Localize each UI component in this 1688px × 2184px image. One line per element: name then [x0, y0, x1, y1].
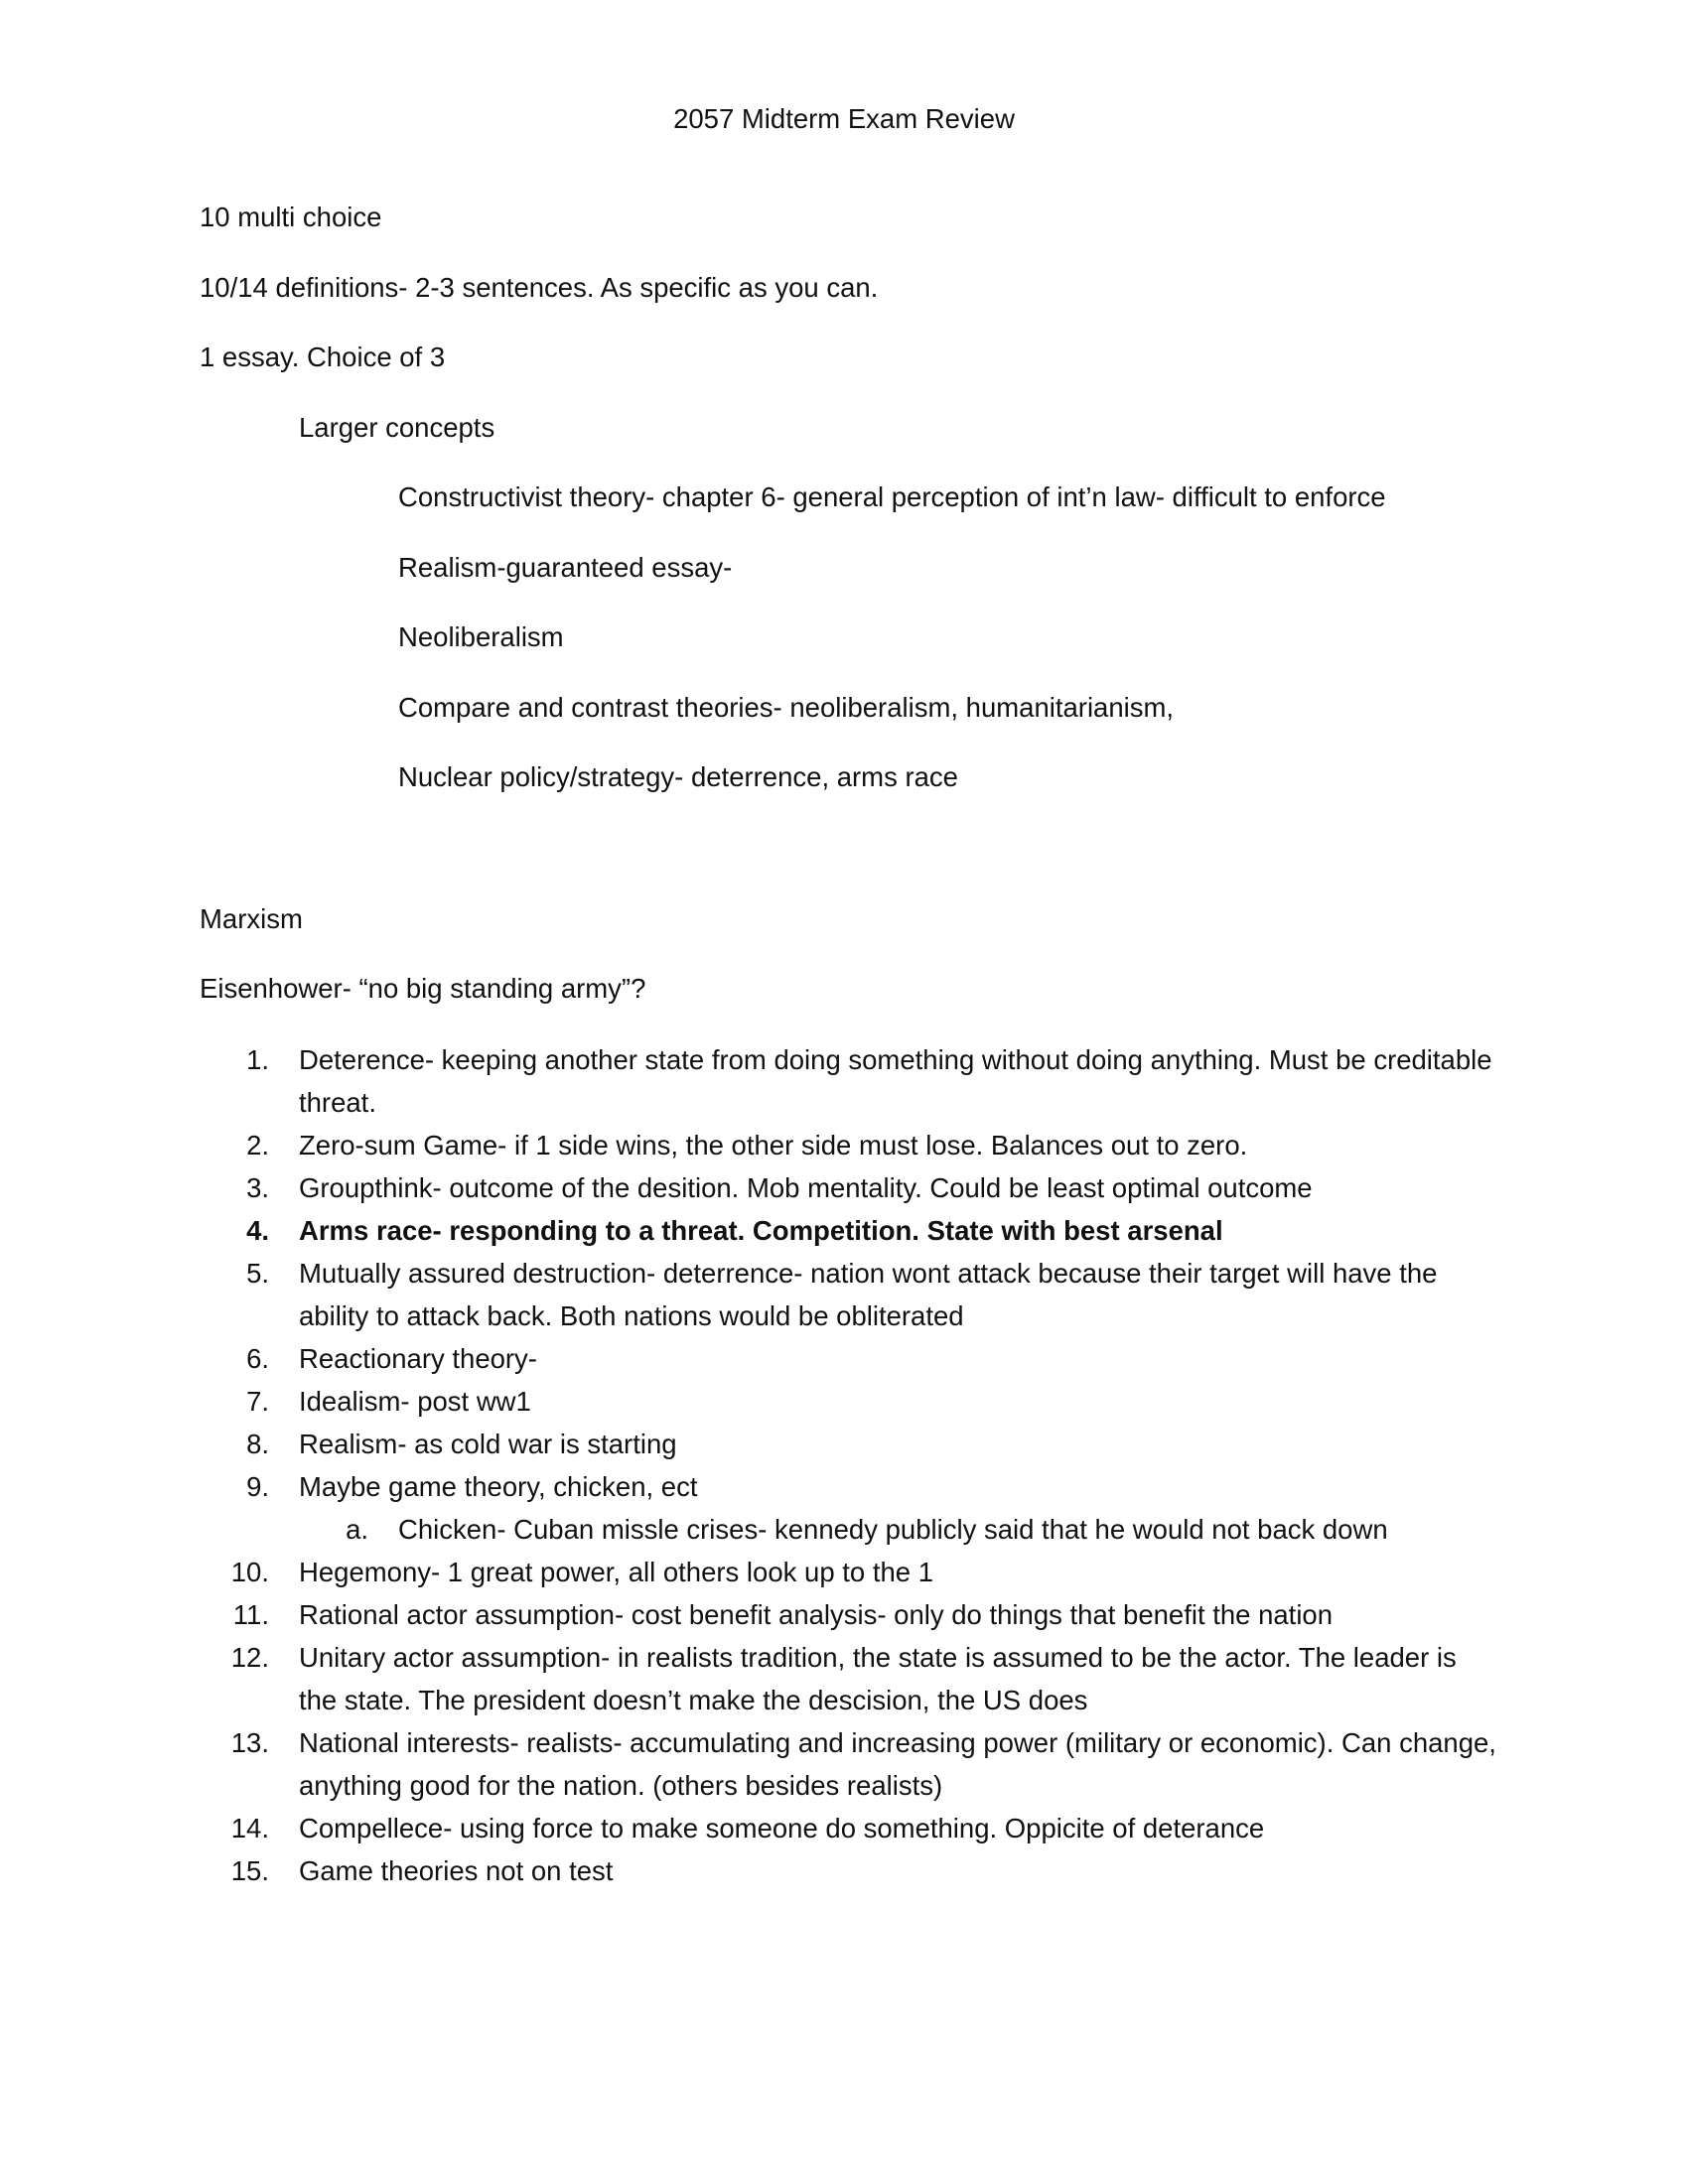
sub-list-item — [0, 1508, 1688, 1551]
item-text: Game theories not on test — [299, 1855, 614, 1886]
item-text: Mutually assured destruction- deterrence- nation wont attack because their target will have the ability to attack back. Both nations would be obliterated — [299, 1258, 1438, 1331]
list-item — [0, 1465, 1688, 1508]
item-number: 4. — [246, 1215, 269, 1246]
item-number: 1. — [246, 1044, 269, 1075]
page-title: 2057 Midterm Exam Review — [673, 103, 1015, 134]
item-text: Deterence- keeping another state from doing something without doing anything. Must be creditable threat. — [299, 1044, 1492, 1118]
item-text: Zero-sum Game- if 1 side wins, the other side must lose. Balances out to zero. — [299, 1130, 1248, 1160]
item-number: 15. — [230, 1855, 269, 1886]
item-number: 7. — [246, 1386, 269, 1417]
item-number: 8. — [246, 1429, 269, 1459]
item-letter: a. — [346, 1514, 368, 1545]
item-number: 14. — [230, 1813, 269, 1843]
concept-nuclear-policy: Nuclear policy/strategy- deterrence, arms race — [398, 761, 958, 792]
item-text: Hegemony- 1 great power, all others look up to the 1 — [299, 1557, 933, 1587]
item-text: Arms race- responding to a threat. Competition. State with best arsenal — [299, 1215, 1223, 1246]
item-number: 6. — [246, 1343, 269, 1374]
item-text: Chicken- Cuban missle crises- kennedy publicly said that he would not back down — [398, 1514, 1388, 1545]
list-item — [0, 1807, 1688, 1849]
list-item — [0, 1551, 1688, 1593]
larger-concepts-heading: Larger concepts — [299, 412, 495, 443]
item-number: 3. — [246, 1172, 269, 1203]
essay-line: 1 essay. Choice of 3 — [200, 341, 446, 372]
item-text: Unitary actor assumption- in realists tradition, the state is assumed to be the actor. The leader is the state. The president doesn’t make the descision, the US does — [299, 1642, 1457, 1715]
item-number: 2. — [246, 1130, 269, 1160]
item-text: Realism- as cold war is starting — [299, 1429, 677, 1459]
item-number: 10. — [230, 1557, 269, 1587]
definitions-line: 10/14 definitions- 2-3 sentences. As specific as you can. — [200, 272, 879, 303]
item-text: Maybe game theory, chicken, ect — [299, 1471, 698, 1502]
list-item — [0, 1209, 1688, 1252]
item-number: 11. — [232, 1599, 269, 1630]
list-item — [0, 1849, 1688, 1892]
list-item — [0, 1721, 1688, 1807]
list-item — [0, 1166, 1688, 1209]
item-text: Reactionary theory- — [299, 1343, 537, 1374]
item-number: 13. — [230, 1727, 269, 1758]
list-item — [0, 1038, 1688, 1124]
concept-compare-theories: Compare and contrast theories- neoliberalism, humanitarianism, — [398, 692, 1175, 723]
list-item — [0, 1380, 1688, 1423]
concept-neoliberalism: Neoliberalism — [398, 621, 564, 652]
item-text: National interests- realists- accumulating and increasing power (military or economic). Can change, anything good for the nation. (others besides realists) — [299, 1727, 1496, 1801]
list-item — [0, 1252, 1688, 1337]
item-text: Rational actor assumption- cost benefit analysis- only do things that benefit the nation — [299, 1599, 1334, 1630]
item-number: 12. — [230, 1642, 269, 1673]
list-item — [0, 1593, 1688, 1636]
marxism-line: Marxism — [200, 903, 303, 934]
item-text: Groupthink- outcome of the desition. Mob mentality. Could be least optimal outcome — [299, 1172, 1313, 1203]
item-number: 5. — [246, 1258, 269, 1289]
concept-realism: Realism-guaranteed essay- — [398, 552, 733, 583]
list-item — [0, 1636, 1688, 1721]
list-item — [0, 1423, 1688, 1465]
multi-choice-line: 10 multi choice — [200, 202, 382, 232]
list-item — [0, 1124, 1688, 1166]
item-number: 9. — [246, 1471, 269, 1502]
eisenhower-line: Eisenhower- “no big standing army”? — [200, 973, 646, 1004]
item-text: Compellece- using force to make someone do something. Oppicite of deterance — [299, 1813, 1265, 1843]
definitions-list — [0, 1038, 1688, 1892]
concept-constructivist: Constructivist theory- chapter 6- general perception of int’n law- difficult to enforce — [398, 481, 1386, 512]
item-text: Idealism- post ww1 — [299, 1386, 531, 1417]
list-item — [0, 1337, 1688, 1380]
